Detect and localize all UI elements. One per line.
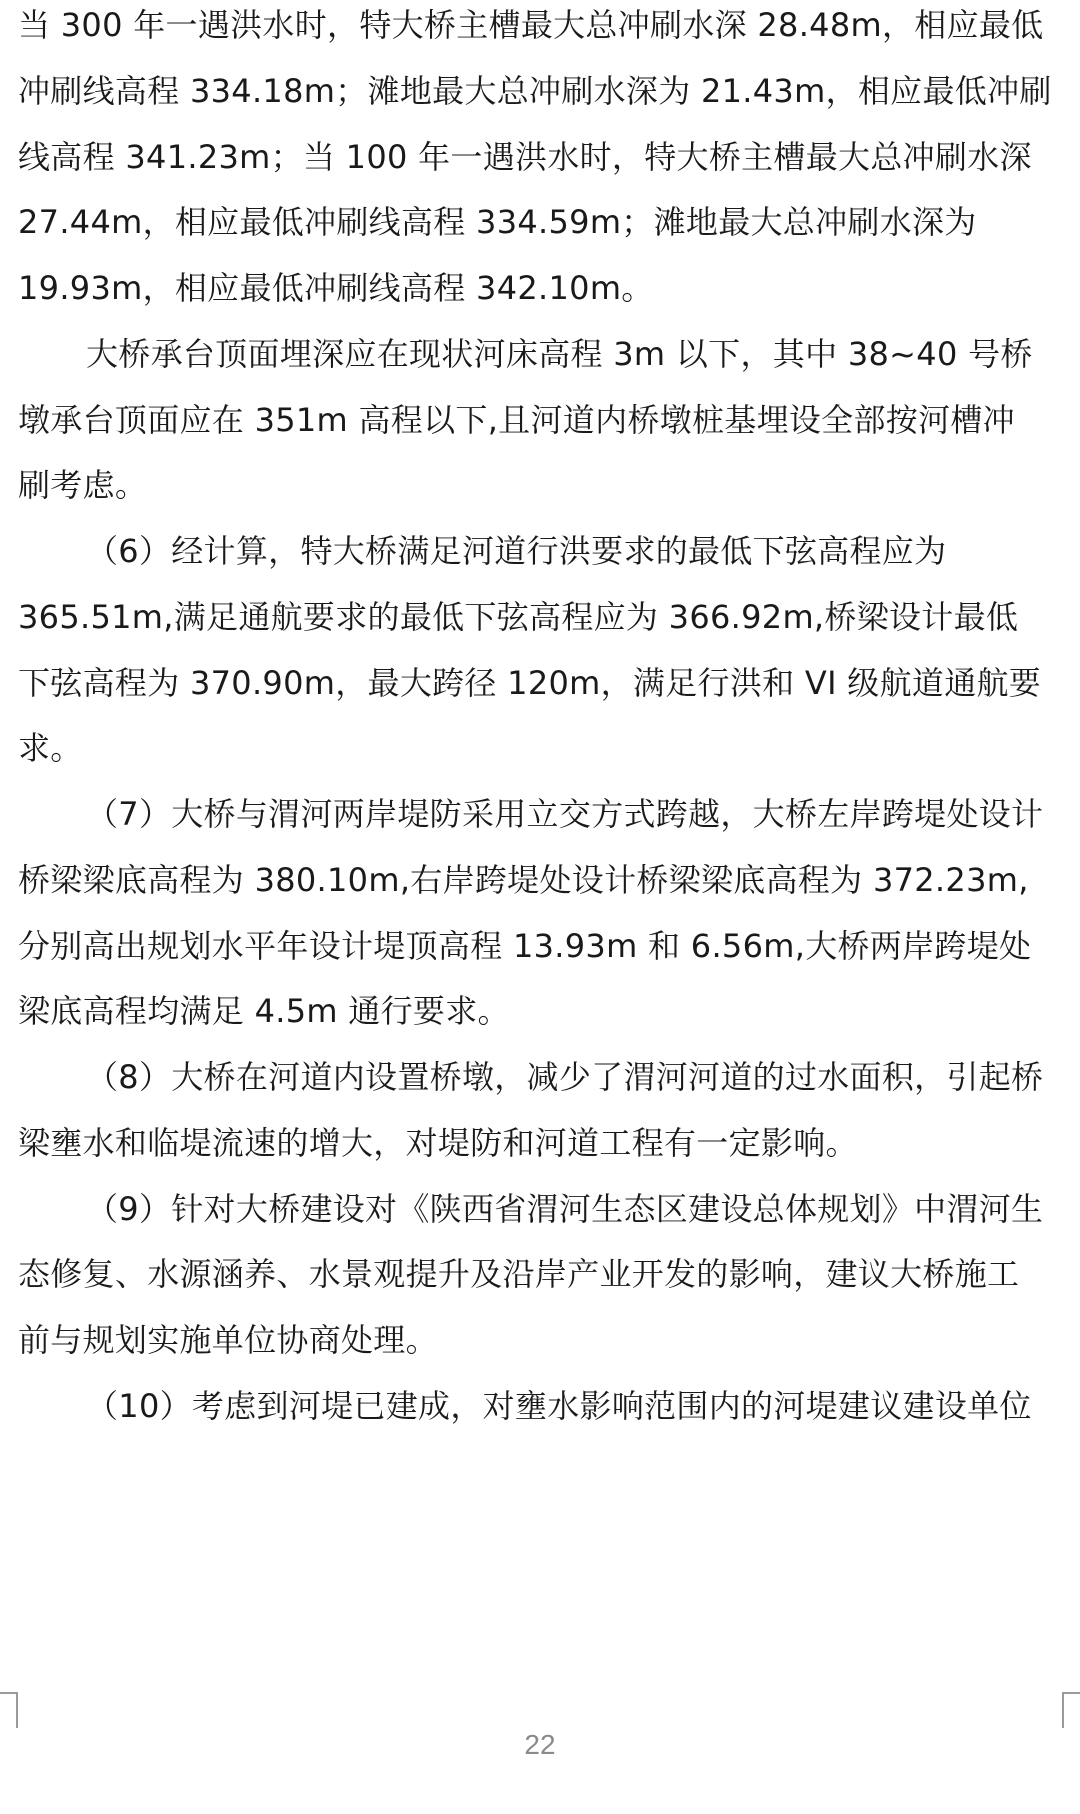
text-line-21: 前与规划实施单位协商处理。 [18, 1321, 438, 1359]
text-line-5: 19.93m，相应最低冲刷线高程 342.10m。 [18, 269, 654, 307]
page-corner-mark-right [1062, 1692, 1080, 1728]
text-line-8: 刷考虑。 [18, 466, 148, 504]
text-line-16: 梁底高程均满足 4.5m 通行要求。 [18, 992, 510, 1030]
text-line-3: 线高程 341.23m；当 100 年一遇洪水时，特大桥主槽最大总冲刷水深 [18, 138, 1032, 176]
text-line-2: 冲刷线高程 334.18m；滩地最大总冲刷水深为 21.43m，相应最低冲刷 [18, 72, 1052, 110]
text-line-10: 365.51m,满足通航要求的最低下弦高程应为 366.92m,桥梁设计最低 [18, 598, 1019, 636]
text-line-18: 梁壅水和临堤流速的增大，对堤防和河道工程有一定影响。 [18, 1124, 858, 1162]
text-line-19: （9）针对大桥建设对《陕西省渭河生态区建设总体规划》中渭河生 [86, 1190, 1044, 1228]
text-line-15: 分别高出规划水平年设计堤顶高程 13.93m 和 6.56m,大桥两岸跨堤处 [18, 927, 1032, 965]
text-line-22: （10）考虑到河堤已建成，对壅水影响范围内的河堤建议建设单位 [86, 1387, 1032, 1425]
text-line-6: 大桥承台顶面埋深应在现状河床高程 3m 以下，其中 38~40 号桥 [86, 335, 1033, 373]
text-line-9: （6）经计算，特大桥满足河道行洪要求的最低下弦高程应为 [86, 532, 947, 570]
text-line-11: 下弦高程为 370.90m，最大跨径 120m，满足行洪和 VI 级航道通航要 [18, 664, 1042, 702]
page-corner-mark-left [0, 1692, 18, 1728]
text-line-17: （8）大桥在河道内设置桥墩，减少了渭河河道的过水面积，引起桥 [86, 1058, 1044, 1096]
page-number: 22 [524, 1729, 556, 1760]
text-line-4: 27.44m，相应最低冲刷线高程 334.59m；滩地最大总冲刷水深为 [18, 203, 977, 241]
text-line-12: 求。 [18, 729, 83, 767]
text-line-13: （7）大桥与渭河两岸堤防采用立交方式跨越，大桥左岸跨堤处设计 [86, 795, 1044, 833]
text-line-20: 态修复、水源涵养、水景观提升及沿岸产业开发的影响，建议大桥施工 [18, 1255, 1020, 1293]
text-line-7: 墩承台顶面应在 351m 高程以下,且河道内桥墩桩基埋设全部按河槽冲 [18, 401, 1015, 439]
text-line-14: 桥梁梁底高程为 380.10m,右岸跨堤处设计桥梁梁底高程为 372.23m, [18, 861, 1029, 899]
text-line-1: 当 300 年一遇洪水时，特大桥主槽最大总冲刷水深 28.48m，相应最低 [18, 6, 1044, 44]
